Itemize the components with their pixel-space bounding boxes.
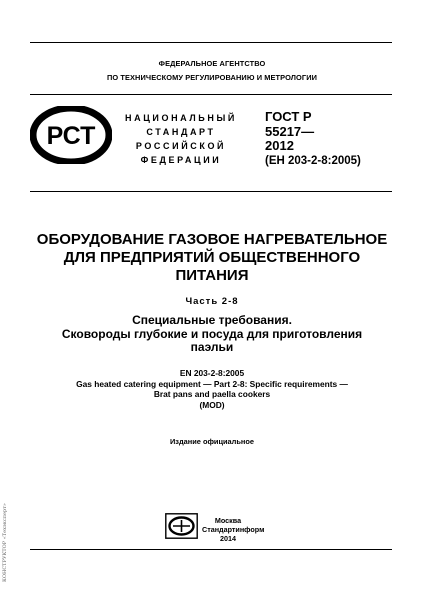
- edition-label: Издание официальное: [169, 437, 254, 446]
- agency-line-1: ФЕДЕРАЛЬНОЕ АГЕНТСТВО: [158, 59, 266, 68]
- subtitle-line: Сковороды глубокие и посуда для приготовления: [61, 326, 363, 341]
- national-standard-line: РОССИЙСКОЙ: [135, 141, 227, 151]
- top-rule: [30, 42, 392, 43]
- designation-line-2: 55217—: [265, 123, 315, 139]
- subtitle-line: паэльи: [190, 340, 234, 354]
- bottom-rule: [30, 549, 392, 550]
- english-line: Gas heated catering equipment — Part 2-8: Specific requirements —: [76, 378, 348, 389]
- publisher-year: 2014: [220, 534, 236, 543]
- title-rule: [30, 191, 392, 192]
- designation-line-4: (ЕН 203-2-8:2005): [265, 154, 361, 167]
- rst-logo: [30, 106, 112, 164]
- publisher-name: Стандартинформ: [202, 525, 265, 534]
- national-standard-line: НАЦИОНАЛЬНЫЙ: [125, 113, 237, 123]
- publisher-block: [202, 516, 265, 543]
- side-watermark: КОНСТРУКТОР «Техэксперт»: [2, 503, 8, 582]
- title-line: ОБОРУДОВАНИЕ ГАЗОВОЕ НАГРЕВАТЕЛЬНОЕ: [36, 231, 388, 248]
- document-subtitle: [0, 314, 424, 355]
- english-line: Brat pans and paella cookers: [153, 389, 271, 399]
- rst-logo-text: РСТ: [46, 122, 96, 150]
- subtitle-line: Специальные требования.: [132, 313, 292, 327]
- english-line: (MOD): [199, 399, 225, 410]
- national-standard-label: [122, 111, 240, 167]
- designation-line-1: ГОСТ Р: [265, 109, 312, 124]
- document-title: [0, 231, 424, 285]
- header-rule: [30, 94, 392, 95]
- part-label: Часть 2-8: [185, 296, 239, 307]
- designation-line-3: 2012: [265, 138, 294, 153]
- english-reference: [0, 368, 424, 410]
- agency-line-2: ПО ТЕХНИЧЕСКОМУ РЕГУЛИРОВАНИЮ И МЕТРОЛОГИИ: [106, 73, 318, 82]
- standard-designation: [265, 110, 361, 168]
- title-line: ДЛЯ ПРЕДПРИЯТИЙ ОБЩЕСТВЕННОГО: [63, 249, 361, 266]
- national-standard-line: ФЕДЕРАЦИИ: [140, 155, 222, 165]
- publisher-city: Москва: [214, 516, 242, 525]
- national-standard-line: СТАНДАРТ: [146, 127, 216, 137]
- title-line: ПИТАНИЯ: [175, 267, 249, 284]
- english-code: EN 203-2-8:2005: [179, 368, 245, 378]
- standartinform-logo: [165, 513, 198, 539]
